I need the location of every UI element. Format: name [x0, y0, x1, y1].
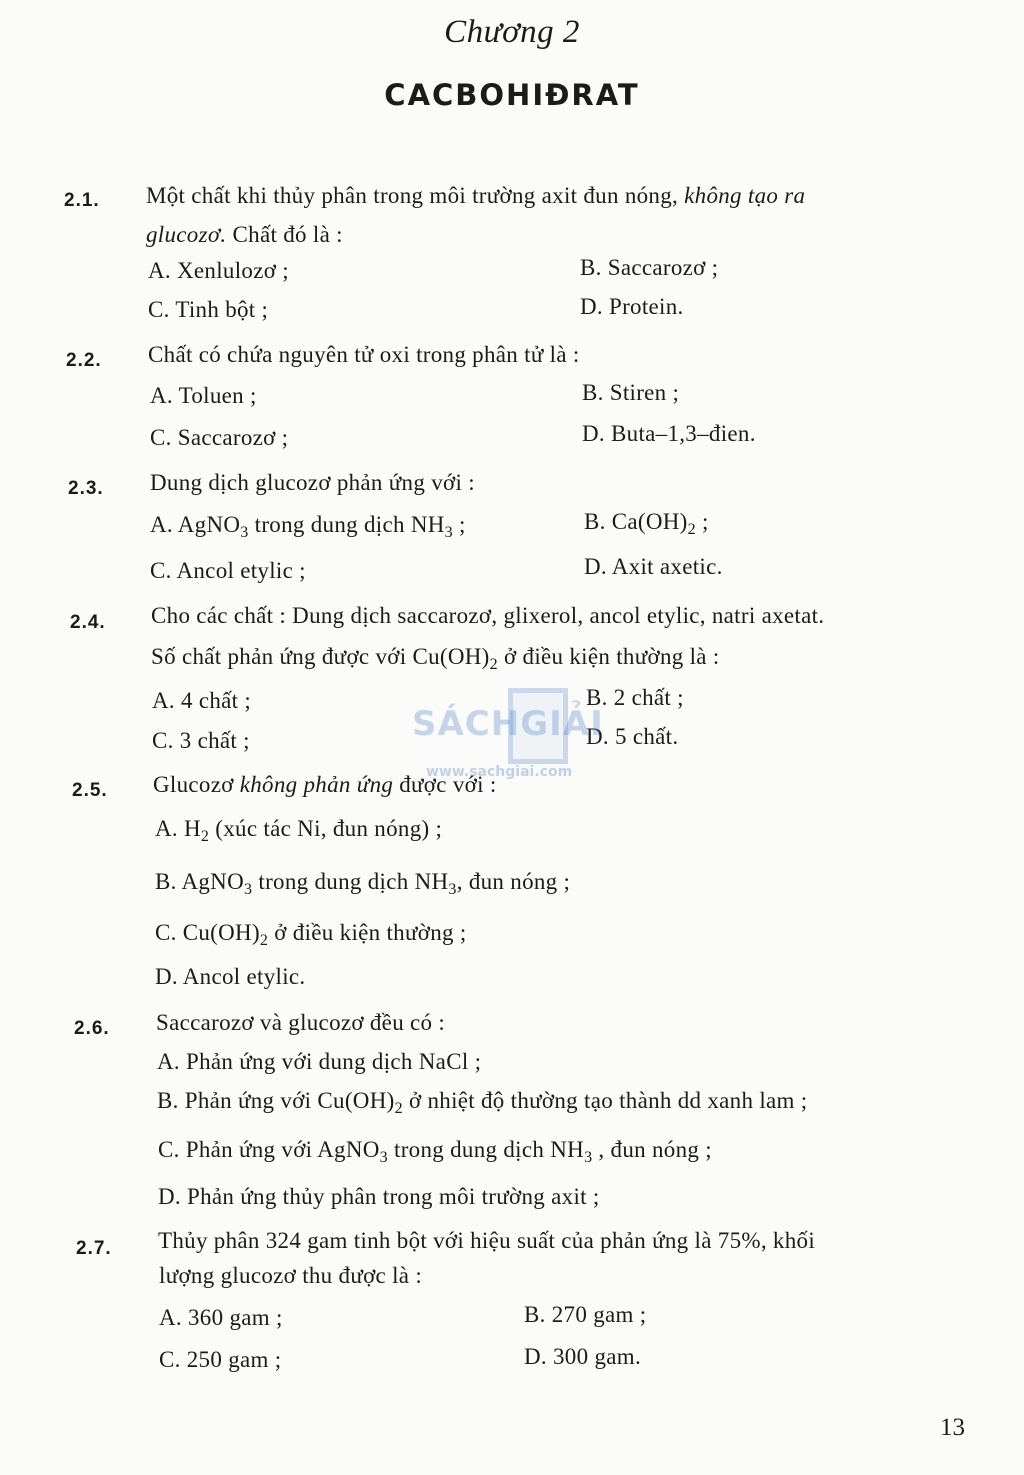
answer-option-c: C. Tinh bột ;: [148, 297, 269, 322]
answer-option-c: C. 3 chất ;: [152, 728, 250, 753]
question-stem: Cho các chất : Dung dịch saccarozơ, glixerol, ancol etylic, natri axetat.: [151, 603, 825, 628]
question-number: 2.1.: [64, 190, 100, 211]
answer-option-b: B. $Ca(OH)_2$ ;: [584, 509, 709, 538]
answer-option-d: D. Protein.: [580, 294, 684, 319]
answer-option-d: D. Axit axetic.: [584, 554, 723, 579]
question-number: 2.3.: [68, 478, 104, 499]
answer-option-a: A. 360 gam ;: [159, 1305, 283, 1330]
answer-option-c: C. 250 gam ;: [159, 1347, 282, 1372]
answer-option-b: B. Phản ứng với $Cu(OH)_2$ ở nhiệt độ thường tạo thành dd xanh lam ;: [157, 1088, 808, 1117]
answer-option-c: C. Phản ứng với AgNO$_3$ trong dung dịch $NH_3$ , đun nóng ;: [158, 1137, 712, 1166]
question-stem: lượng glucozơ thu được là :: [159, 1263, 423, 1288]
answer-option-a: A. Phản ứng với dung dịch NaCl ;: [157, 1049, 482, 1074]
answer-option-d: D. 300 gam.: [524, 1344, 642, 1369]
question-number: 2.4.: [70, 612, 106, 633]
answer-option-a: A. AgNO$_3$ trong dung dịch $NH_3$ ;: [150, 512, 466, 541]
watermark: [412, 688, 612, 788]
answer-option-a: A. 4 chất ;: [152, 688, 252, 713]
question-stem: Glucozơ không phản ứng được với :: [153, 772, 497, 797]
answer-option-a: A. Toluen ;: [150, 383, 257, 408]
question-stem: Thủy phân 324 gam tinh bột với hiệu suất của phản ứng là 75%, khối: [158, 1228, 816, 1253]
answer-option-d: D. 5 chất.: [586, 724, 679, 749]
question-number: 2.2.: [66, 350, 102, 371]
answer-option-d: D. Phản ứng thủy phân trong môi trường axit ;: [158, 1184, 600, 1209]
answer-option-b: B. AgNO$_3$ trong dung dịch $NH_3$, đun nóng ;: [155, 869, 571, 898]
question-stem: glucozơ. Chất đó là :: [146, 222, 343, 247]
question-number: 2.6.: [74, 1018, 110, 1039]
question-number: 2.5.: [72, 780, 108, 801]
answer-option-b: B. 270 gam ;: [524, 1302, 647, 1327]
question-number: 2.7.: [76, 1238, 112, 1259]
answer-option-a: A. Xenlulozơ ;: [148, 258, 289, 283]
answer-option-a: A. $H_2$ (xúc tác Ni, đun nóng) ;: [155, 816, 443, 845]
question-stem: Một chất khi thủy phân trong môi trường axit đun nóng, không tạo ra: [146, 183, 806, 208]
answer-option-b: B. 2 chất ;: [586, 685, 684, 710]
question-stem: Số chất phản ứng được với $Cu(OH)_2$ ở điều kiện thường là :: [151, 644, 720, 673]
question-stem: Saccarozơ và glucozơ đều có :: [156, 1010, 446, 1035]
answer-option-c: C. $Cu(OH)_2$ ở điều kiện thường ;: [155, 920, 467, 949]
chapter-heading: Chương 2: [444, 14, 580, 50]
chapter-title: CACBOHIĐRAT: [384, 78, 640, 112]
question-stem: Dung dịch glucozơ phản ứng với :: [150, 470, 475, 495]
watermark-text: SÁCHGIẢI: [412, 704, 604, 744]
answer-option-b: B. Saccarozơ ;: [580, 255, 719, 280]
page-number: 13: [940, 1414, 965, 1441]
answer-option-d: D. Buta–1,3–đien.: [582, 421, 756, 446]
watermark-url: www.sachgiai.com: [426, 764, 573, 780]
answer-option-b: B. Stiren ;: [582, 380, 680, 405]
answer-option-d: D. Ancol etylic.: [155, 964, 306, 989]
answer-option-c: C. Saccarozơ ;: [150, 425, 289, 450]
answer-option-c: C. Ancol etylic ;: [150, 558, 306, 583]
question-stem: Chất có chứa nguyên tử oxi trong phân tử là :: [148, 342, 580, 367]
